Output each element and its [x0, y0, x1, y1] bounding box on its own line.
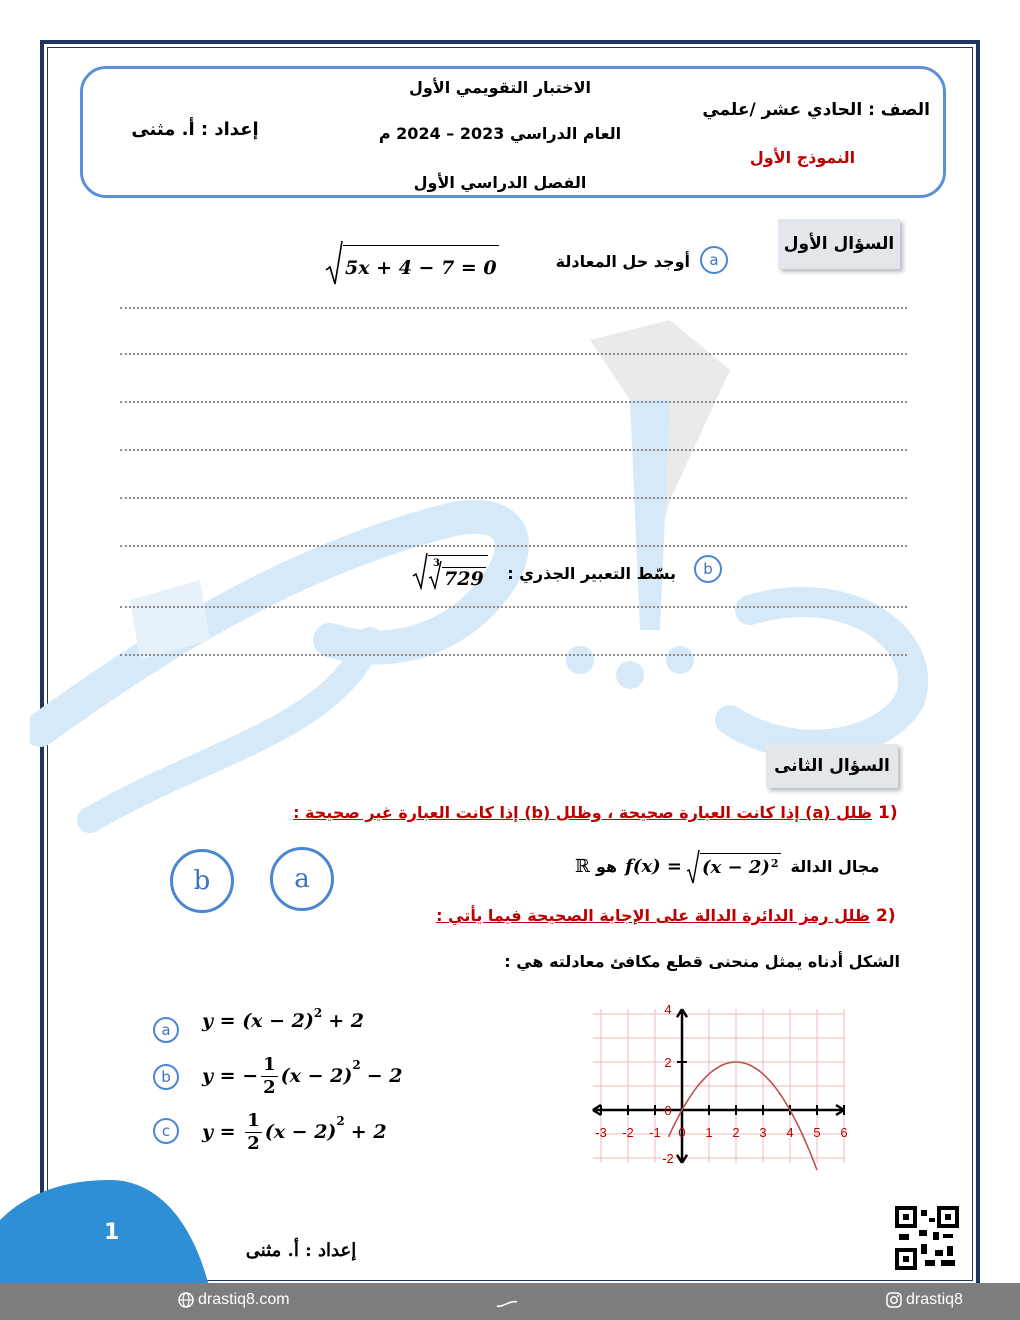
function-radical-sign — [686, 849, 700, 885]
y-tick-label: 4 — [664, 1002, 672, 1017]
author-signature: إعداد : أ. مثنى — [245, 1240, 357, 1261]
author-label: إعداد : أ. مثنى — [131, 119, 259, 140]
question1-label: السؤال الأول — [778, 219, 900, 269]
function-exponent: 2 — [770, 856, 779, 870]
option-c-lhs: y = — [202, 1121, 243, 1143]
item1-instruction: ظلل (a) إذا كانت العبارة صحيحة ، وظلل (b) إذا كانت العبارة غير صحيحة : — [293, 803, 872, 822]
x-tick-label: 2 — [732, 1125, 740, 1140]
option-c-marker[interactable]: c — [153, 1118, 179, 1144]
x-tick-label: 5 — [813, 1125, 821, 1140]
option-a-lhs: y = (x − 2) — [202, 1010, 314, 1032]
option-a-marker[interactable]: a — [153, 1017, 179, 1043]
option-b-den: 2 — [263, 1076, 276, 1098]
instagram-icon — [886, 1292, 902, 1308]
root-radicand: 729 — [444, 568, 484, 590]
option-c-den: 2 — [247, 1132, 260, 1154]
part-a-marker: a — [700, 246, 728, 274]
option-b-sign: − — [242, 1065, 259, 1087]
option-a-equation — [202, 1006, 364, 1036]
part-b-text: بسّط التعبير الجذري : — [507, 564, 676, 583]
answer-line-1 — [120, 307, 907, 309]
option-c-fraction — [245, 1110, 262, 1155]
y-tick-label: 2 — [664, 1055, 672, 1070]
answer-line-4 — [120, 449, 907, 451]
option-c-rest: + 2 — [350, 1121, 387, 1143]
x-tick-label: 4 — [786, 1125, 794, 1140]
answer-line-5 — [120, 497, 907, 499]
parabola-graph — [590, 1000, 860, 1175]
option-c-equation — [202, 1104, 387, 1160]
answer-line-8 — [120, 654, 907, 656]
option-b-equation — [202, 1048, 402, 1104]
x-tick-label: -3 — [595, 1125, 607, 1140]
answer-line-6 — [120, 545, 907, 547]
x-tick-label: -1 — [649, 1125, 661, 1140]
x-tick-label: 0 — [678, 1125, 686, 1140]
option-b-exp: 2 — [352, 1058, 361, 1072]
x-tick-label: 6 — [840, 1125, 848, 1140]
option-b-lhs: y = — [202, 1065, 243, 1087]
instagram-link[interactable] — [886, 1291, 963, 1309]
grade-label: الصف : الحادي عشر /علمي — [702, 100, 930, 120]
academic-year: العام الدراسي 2023 – 2024 م — [378, 124, 622, 143]
series-line-parabola — [669, 1062, 821, 1170]
function-lhs: f(x) = — [625, 855, 682, 877]
x-tick-label: 1 — [705, 1125, 713, 1140]
model-label: النموذج الأول — [749, 148, 856, 167]
item2-instruction: ظلل رمز الدائرة الدالة على الإجابة الصحيحة فيما يأتي : — [436, 906, 870, 925]
answer-line-7 — [120, 606, 907, 608]
website-text: drastiq8.com — [198, 1291, 290, 1308]
x-tick-label: 3 — [759, 1125, 767, 1140]
statement-suffix: هو — [595, 856, 618, 876]
instagram-text: drastiq8 — [906, 1291, 963, 1308]
globe-icon — [178, 1292, 194, 1308]
equation-radicand — [343, 245, 499, 286]
function-radicand: (x − 2) — [701, 856, 770, 878]
semester: الفصل الدراسي الأول — [413, 173, 587, 192]
y-tick-label: -2 — [662, 1151, 674, 1166]
option-b-group: (x − 2) — [280, 1065, 353, 1087]
root-index: 3 — [433, 558, 440, 569]
option-b-marker[interactable]: b — [153, 1064, 179, 1090]
question2-label: السؤال الثانى — [766, 744, 898, 788]
option-a-rest: + 2 — [328, 1010, 364, 1032]
item1-number: 1) — [878, 803, 898, 823]
outer-radicand — [428, 555, 488, 590]
part-a-equation — [325, 238, 499, 286]
equation-text: 5x + 4 − 7 = 0 — [345, 257, 497, 279]
item2-number: 2) — [876, 906, 896, 926]
choice-b-circle[interactable]: b — [170, 849, 234, 913]
option-b-rest: − 2 — [366, 1065, 403, 1087]
choice-a-circle[interactable]: a — [270, 847, 334, 911]
qr-code — [895, 1206, 959, 1270]
option-b-num: 1 — [263, 1053, 276, 1075]
cube-root — [428, 560, 486, 590]
footer-logo — [496, 1296, 518, 1310]
page-number: 1 — [104, 1220, 120, 1245]
part-b-marker: b — [694, 555, 722, 583]
option-c-num: 1 — [247, 1109, 260, 1131]
option-c-exp: 2 — [336, 1114, 345, 1128]
item2-question: الشكل أدناه يمثل منحنى قطع مكافئ معادلته هي : — [504, 952, 900, 971]
x-tick-label: -2 — [622, 1125, 634, 1140]
exam-title: الاختبار التقويمي الأول — [408, 78, 592, 97]
part-b-expression — [412, 550, 488, 590]
outer-radical-sign — [412, 552, 428, 590]
statement-prefix: مجال الدالة — [790, 856, 880, 876]
answer-line-2 — [120, 353, 907, 355]
website-link[interactable] — [178, 1291, 290, 1309]
item1-statement — [575, 844, 905, 888]
y-tick-label: 0 — [664, 1103, 672, 1118]
option-a-exp: 2 — [313, 1006, 323, 1020]
radical-sign — [325, 240, 343, 286]
function-radicand-wrap — [700, 853, 781, 878]
part-a-text: أوجد حل المعادلة — [555, 252, 690, 271]
option-c-group: (x − 2) — [264, 1121, 337, 1143]
answer-line-3 — [120, 401, 907, 403]
option-b-fraction — [261, 1054, 278, 1099]
domain-symbol: ℝ — [575, 855, 590, 877]
